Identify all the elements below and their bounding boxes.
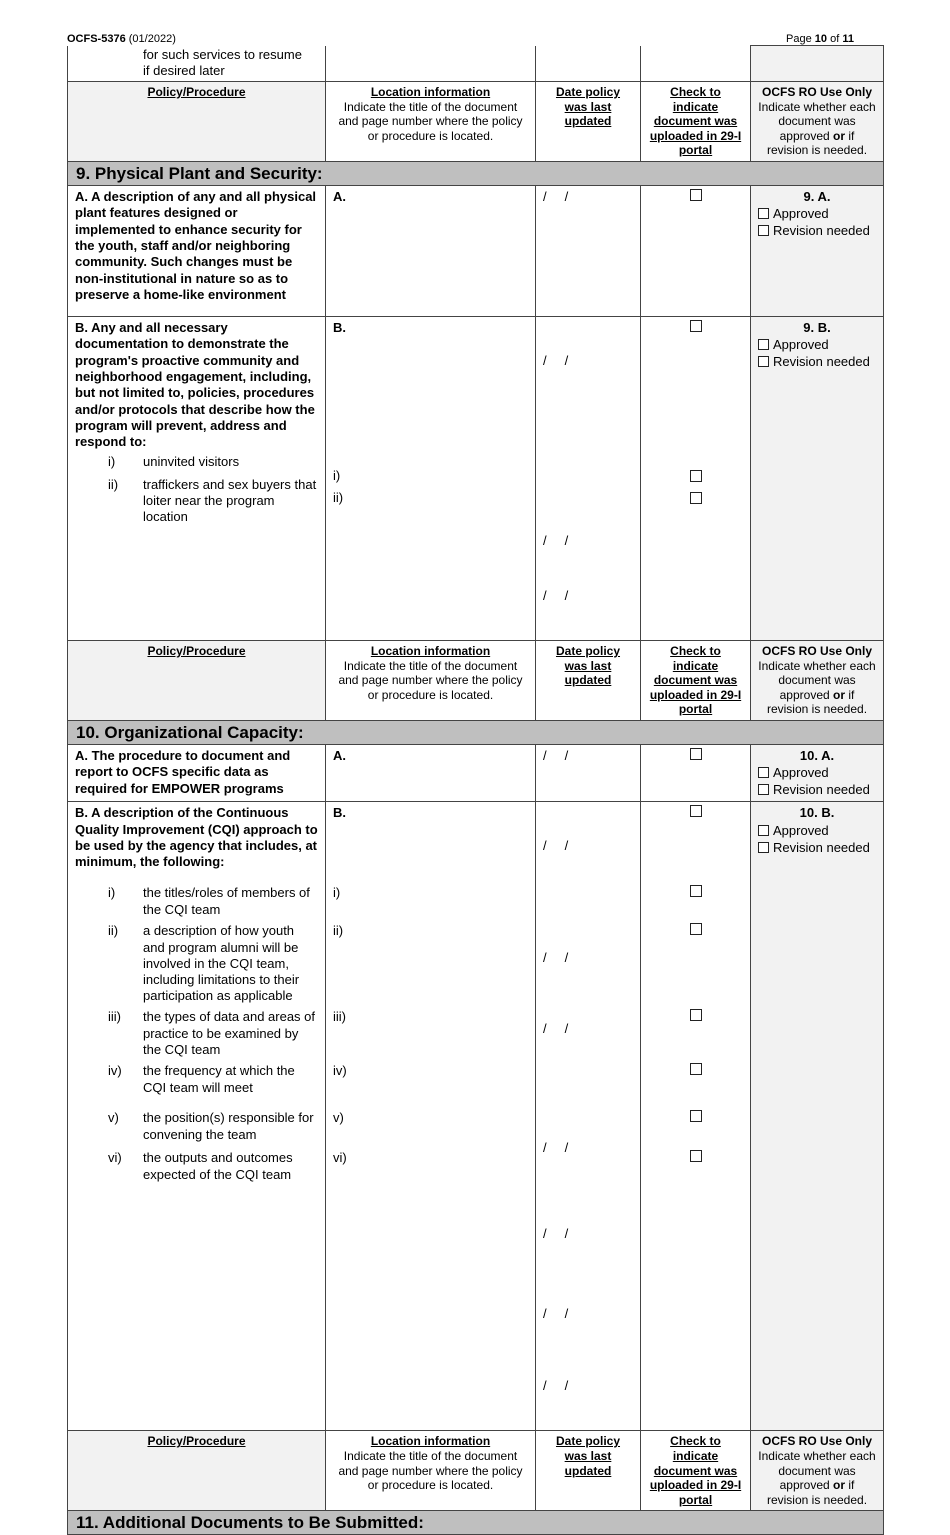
item-9b-date-cell [536,317,641,641]
item-10b-vi [75,1150,318,1183]
item-10a-date[interactable]: / / [536,745,641,802]
item-9b-location[interactable]: B. [333,320,346,336]
approved-checkbox[interactable] [758,767,769,778]
item-9b-ii-checkbox[interactable] [690,492,702,504]
colhead-ocfs-desc [758,100,876,158]
colhead-ocfs-desc [758,1449,876,1507]
colhead-date-label: Date policy was last updated [555,85,621,129]
item-10b-iv-checkbox[interactable] [690,1063,702,1075]
item-10b-ii-checkbox[interactable] [690,923,702,935]
item-10b-i-date[interactable]: / / [543,950,569,966]
colhead-policy-label: Policy/Procedure [147,85,246,100]
item-9a-ro-label: 9. A. [803,189,831,205]
item-10b-i-location[interactable]: i) [333,885,341,901]
colhead-ocfs-desc [758,659,876,717]
row-9a [68,186,884,317]
item-9b-location-cell [326,317,536,641]
colhead-policy [68,82,326,162]
column-header-row [68,641,884,721]
colhead-check [641,641,751,721]
colhead-date [536,82,641,162]
item-9b-i-checkbox[interactable] [690,470,702,482]
item-10b-iv-location[interactable]: iv) [333,1063,347,1079]
item-9b-ocfs [751,317,884,641]
item-10b-location-cell [326,802,536,1431]
carryover-check [641,46,751,82]
column-header-row [68,1431,884,1511]
item-10a-revision[interactable] [758,781,876,798]
colhead-check-label: Check to indicate document was uploaded in 29-I portal [649,644,742,717]
item-10b-date[interactable]: / / [543,837,569,853]
item-10b-approved[interactable] [758,822,876,839]
revision-label: Revision needed [773,223,870,239]
colhead-location-desc: Indicate the title of the document and page number where the policy or procedure is located. [338,658,523,702]
revision-label: Revision needed [773,839,870,855]
item-10b-ii-date[interactable]: / / [543,1021,569,1037]
item-10a-checkbox[interactable] [690,748,702,760]
colhead-location-desc: Indicate the title of the document and page number where the policy or procedure is located. [338,1448,523,1493]
item-9b-i-location[interactable]: i) [333,468,341,484]
item-10b-iv [75,1063,318,1110]
item-10b-iii-date[interactable]: / / [543,1139,569,1155]
sub-number: ii) [108,923,119,939]
item-9a-checkbox[interactable] [690,189,702,201]
item-9b-ro-label: 9. B. [803,320,831,336]
revision-label: Revision needed [773,354,870,370]
colhead-date [536,1431,641,1511]
colhead-policy-label: Policy/Procedure [147,1434,246,1449]
item-10b-i-checkbox[interactable] [690,885,702,897]
item-9a-check-cell [641,186,751,317]
item-9a-location[interactable]: A. [326,186,536,317]
carryover-location [326,46,536,82]
colhead-location-desc: Indicate the title of the document and page number where the policy or procedure is located. [338,99,523,143]
row-10b [68,802,884,1431]
sub-text: the types of data and areas of practice to be examined by the CQI team [143,1009,316,1057]
revision-checkbox[interactable] [758,225,769,236]
item-10a-ocfs [751,745,884,802]
item-10b-v-checkbox[interactable] [690,1110,702,1122]
colhead-check-label: Check to indicate document was uploaded in 29-I portal [649,85,742,158]
page-prefix: Page [786,33,812,45]
carryover-line-1: for such services to resume [143,46,302,62]
sub-text: traffickers and sex buyers that loiter near the program location [143,476,317,525]
item-10b-revision[interactable] [758,839,876,856]
item-10b-checkbox[interactable] [690,805,702,817]
item-10a-approved[interactable] [758,764,876,781]
section-10-title: 10. Organizational Capacity: [68,721,884,745]
item-10b-check-cell [641,802,751,1431]
page-total: 11 [842,33,854,45]
item-9a-text: A. A description of any and all physical plant features designed or implemented to enhance security for the youth, staff and/or neighboring community. Such changes must be non-institutional in nature so as to preserve a home-like environment [68,186,326,317]
approved-checkbox[interactable] [758,825,769,836]
colhead-location-title: Location information [370,85,491,100]
item-10b-iii-location[interactable]: iii) [333,1009,346,1025]
item-10b-vi-location[interactable]: vi) [333,1150,347,1166]
ocfs-desc-or: or [833,1478,846,1493]
item-10b-v [75,1110,318,1150]
item-10a-check-cell [641,745,751,802]
row-10a [68,745,884,802]
sub-number: i) [108,885,116,901]
ocfs-desc-or: or [833,128,846,143]
page-current: 10 [814,33,828,45]
colhead-ocfs [751,1431,884,1511]
colhead-policy-label: Policy/Procedure [147,644,246,659]
column-header-row [68,82,884,162]
page-number [786,33,854,45]
sub-text: a description of how youth and program alumni will be involved in the CQI team, including limitations to their participation as applicable [143,923,300,1004]
item-10b-text: B. A description of the Continuous Quality Improvement (CQI) approach to be used by the agency that includes, at minimum, the following: [75,805,318,870]
item-10a-location[interactable]: A. [326,745,536,802]
form-number: OCFS-5376 [67,33,126,45]
colhead-location-title: Location information [370,1434,491,1449]
colhead-ocfs [751,82,884,162]
section-11-header [68,1511,884,1535]
sub-number: ii) [108,476,119,492]
ocfs-desc-or: or [833,687,846,702]
colhead-ocfs-title: OCFS RO Use Only [761,644,873,659]
item-10b-v-date[interactable]: / / [543,1305,569,1321]
colhead-ocfs-title: OCFS RO Use Only [761,85,873,100]
item-9a-date[interactable]: / / [536,186,641,317]
item-9a-approved[interactable] [758,205,876,222]
carryover-row [68,46,884,82]
item-10b-vi-date[interactable]: / / [543,1378,569,1394]
item-9b-cell [68,317,326,641]
section-11-title: 11. Additional Documents to Be Submitted: [68,1511,884,1535]
approved-label: Approved [773,822,829,838]
revision-checkbox[interactable] [758,356,769,367]
item-9a-revision[interactable] [758,222,876,239]
item-9b-approved[interactable] [758,336,876,353]
ocfs-desc-post: if revision is needed. [766,1478,868,1507]
ocfs-desc-post: if revision is needed. [766,128,868,158]
colhead-policy [68,641,326,721]
sub-text: the frequency at which the CQI team will meet [143,1063,295,1095]
colhead-location [326,82,536,162]
colhead-check [641,1431,751,1511]
item-10b-cell [68,802,326,1431]
item-10b-i [75,885,318,923]
item-10b-iii [75,1009,318,1063]
carryover-text [68,46,326,82]
ocfs-desc-pre: Indicate whether each document was approved [758,658,876,702]
colhead-location [326,641,536,721]
colhead-ocfs-title: OCFS RO Use Only [761,1434,873,1449]
form-id [67,33,176,45]
item-10a-ro-label: 10. A. [799,748,835,763]
approved-label: Approved [773,337,829,353]
colhead-location [326,1431,536,1511]
item-9b-check-cell [641,317,751,641]
colhead-date-label: Date policy was last updated [555,644,621,688]
sub-text: the outputs and outcomes expected of the CQI team [143,1150,293,1182]
ocfs-desc-post: if revision is needed. [766,687,868,717]
item-9a-ocfs [751,186,884,317]
item-9b-i [75,454,318,470]
carryover-line-2: if desired later [143,62,225,78]
colhead-ocfs [751,641,884,721]
sub-number: i) [108,454,116,470]
ocfs-desc-pre: Indicate whether each document was approved [758,99,876,143]
revision-checkbox[interactable] [758,784,769,795]
sub-text: uninvited visitors [143,454,240,470]
item-10a-text: A. The procedure to document and report to OCFS specific data as required for EMPOWER programs [68,745,326,802]
carryover-ocfs [751,46,884,82]
approved-label: Approved [773,765,829,781]
item-10b-ii [75,923,318,1009]
item-9b-ii [75,477,318,526]
item-10b-iii-checkbox[interactable] [690,1009,702,1021]
colhead-date-label: Date policy was last updated [555,1434,621,1478]
item-9b-i-date[interactable]: / / [543,533,569,549]
section-9-header [68,162,884,186]
colhead-location-title: Location information [370,644,491,659]
item-10b-ocfs [751,802,884,1431]
sub-number: v) [108,1110,119,1126]
item-10b-date-cell [536,802,641,1431]
section-9-title: 9. Physical Plant and Security: [68,162,884,186]
policy-table [67,45,884,1535]
carryover-date [536,46,641,82]
item-10b-location[interactable]: B. [333,805,346,821]
item-10b-v-location[interactable]: v) [333,1110,344,1126]
row-9b [68,317,884,641]
sub-text: the position(s) responsible for convening the team [143,1110,314,1142]
colhead-date [536,641,641,721]
colhead-check [641,82,751,162]
item-9b-date[interactable]: / / [543,352,569,368]
colhead-policy [68,1431,326,1511]
item-9b-checkbox[interactable] [690,320,702,332]
sub-text: the titles/roles of members of the CQI team [143,885,310,917]
item-9b-text: B. Any and all necessary documentation to demonstrate the program's proactive community and neighborhood engagement, including, but not limited to, policies, procedures and/or protocols that describe how the program will prevent, address and respond to: [75,320,315,450]
ocfs-desc-pre: Indicate whether each document was approved [758,1448,876,1493]
item-10b-ro-label: 10. B. [799,805,835,821]
item-9b-ii-date[interactable]: / / [543,588,569,604]
sub-number: iii) [108,1009,121,1025]
revision-label: Revision needed [773,782,870,798]
item-10b-ii-location[interactable]: ii) [333,923,344,939]
approved-label: Approved [773,206,829,222]
revision-checkbox[interactable] [758,842,769,853]
item-10b-vi-checkbox[interactable] [690,1150,702,1162]
item-9b-revision[interactable] [758,353,876,370]
item-9b-ii-location[interactable]: ii) [333,490,344,506]
page-of: of [830,33,840,45]
sub-number: iv) [108,1063,122,1079]
colhead-check-label: Check to indicate document was uploaded in 29-I portal [649,1434,742,1507]
form-revision: (01/2022) [128,33,176,45]
approved-checkbox[interactable] [758,208,769,219]
section-10-header [68,721,884,745]
approved-checkbox[interactable] [758,339,769,350]
sub-number: vi) [108,1150,122,1166]
item-10b-iv-date[interactable]: / / [543,1226,569,1242]
